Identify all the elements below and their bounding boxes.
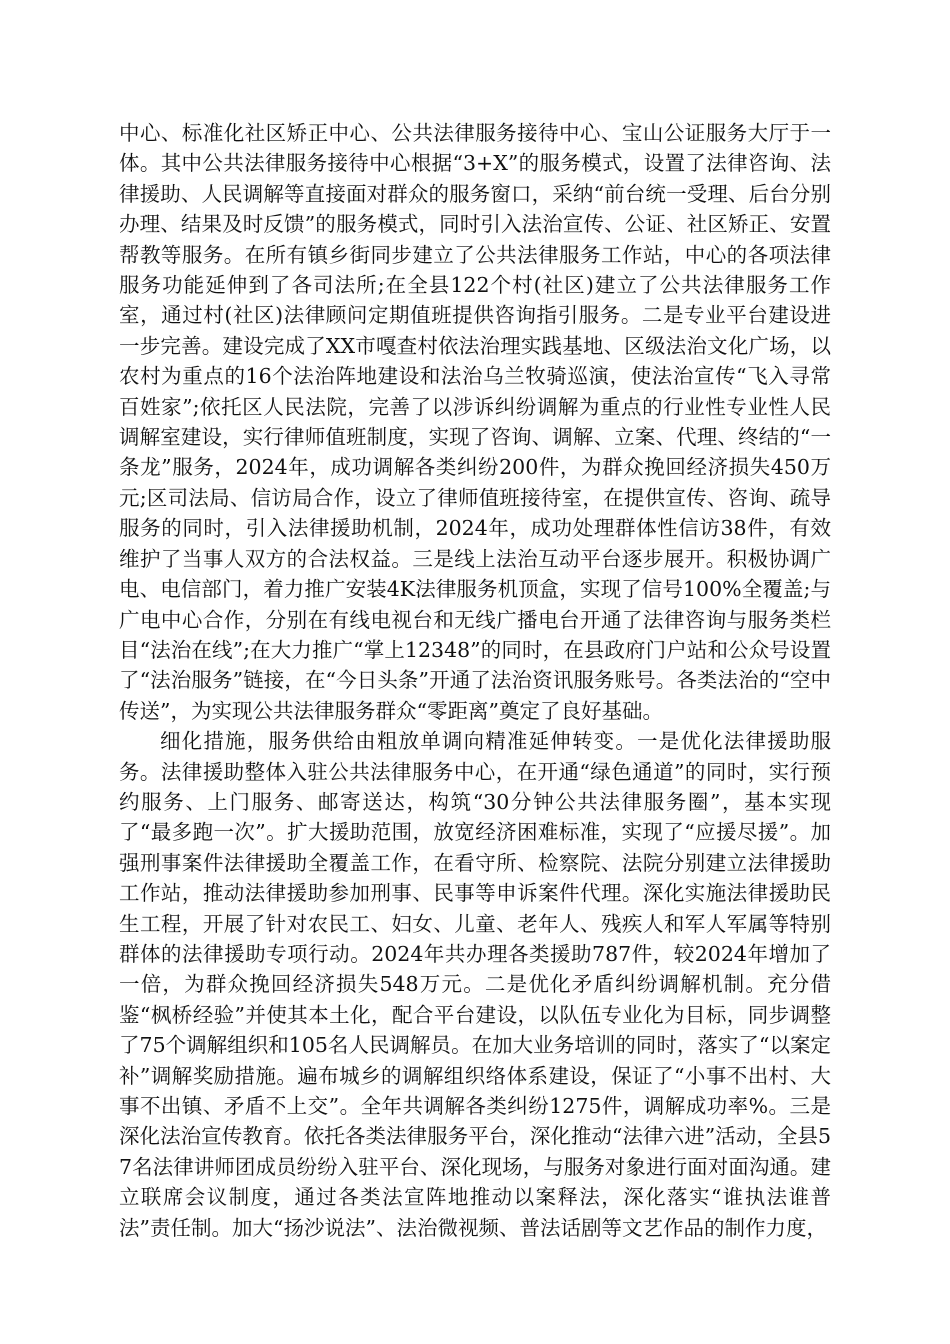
- paragraph-2: 细化措施，服务供给由粗放单调向精准延伸转变。一是优化法律援助服务。法律援助整体入驻公共法律服务中心，在开通“绿色通道”的同时，实行预约服务、上门服务、邮寄送达，构筑“30分钟公共法律服务圈”，基本实现了“最多跑一次”。扩大援助范围，放宽经济困难标准，实现了“应援尽援”。加强刑事案件法律援助全覆盖工作，在看守所、检察院、法院分别建立法律援助工作站，推动法律援助参加刑事、民事等申诉案件代理。深化实施法律援助民生工程，开展了针对农民工、妇女、儿童、老年人、残疾人和军人军属等特别群体的法律援助专项行动。2024年共办理各类援助787件，较2024年增加了一倍，为群众挽回经济损失548万元。二是优化矛盾纠纷调解机制。充分借鉴“枫桥经验”并使其本土化，配合平台建设，以队伍专业化为目标，同步调整了75个调解组织和105名人民调解员。在加大业务培训的同时，落实了“以案定补”调解奖励措施。遍布城乡的调解组织络体系建设，保证了“小事不出村、大事不出镇、矛盾不上交”。全年共调解各类纠纷1275件，调解成功率%。三是深化法治宣传教育。依托各类法律服务平台，深化推动“法律六进”活动，全县57名法律讲师团成员纷纷入驻平台、深化现场，与服务对象进行面对面沟通。建立联席会议制度，通过各类法宣阵地推动以案释法，深化落实“谁执法谁普法”责任制。加大“扬沙说法”、法治微视频、普法话剧等文艺作品的制作力度，: [119, 729, 831, 1240]
- body-text: [119, 118, 831, 1243]
- paragraph-1: 中心、标准化社区矫正中心、公共法律服务接待中心、宝山公证服务大厅于一体。其中公共法律服务接待中心根据“3+X”的服务模式，设置了法律咨询、法律援助、人民调解等直接面对群众的服务窗口，采纳“前台统一受理、后台分别办理、结果及时反馈”的服务模式，同时引入法治宣传、公证、社区矫正、安置帮教等服务。在所有镇乡街同步建立了公共法律服务工作站，中心的各项法律服务功能延伸到了各司法所;在全县122个村(社区)建立了公共法律服务工作室，通过村(社区)法律顾问定期值班提供咨询指引服务。二是专业平台建设进一步完善。建设完成了XX市嘎查村依法治理实践基地、区级法治文化广场，以农村为重点的16个法治阵地建设和法治乌兰牧骑巡演，使法治宣传“飞入寻常百姓家”;依托区人民法院，完善了以涉诉纠纷调解为重点的行业性专业性人民调解室建设，实行律师值班制度，实现了咨询、调解、立案、代理、终结的“一条龙”服务，2024年，成功调解各类纠纷200件，为群众挽回经济损失450万元;区司法局、信访局合作，设立了律师值班接待室，在提供宣传、咨询、疏导服务的同时，引入法律援助机制，2024年，成功处理群体性信访38件，有效维护了当事人双方的合法权益。三是线上法治互动平台逐步展开。积极协调广电、电信部门，着力推广安装4K法律服务机顶盒，实现了信号100%全覆盖;与广电中心合作，分别在有线电视台和无线广播电台开通了法律咨询与服务类栏目“法治在线”;在大力推广“掌上12348”的同时，在县政府门户站和公众号设置了“法治服务”链接，在“今日头条”开通了法治资讯服务账号。各类法治的“空中传送”，为实现公共法律服务群众“零距离”奠定了良好基础。: [119, 121, 831, 723]
